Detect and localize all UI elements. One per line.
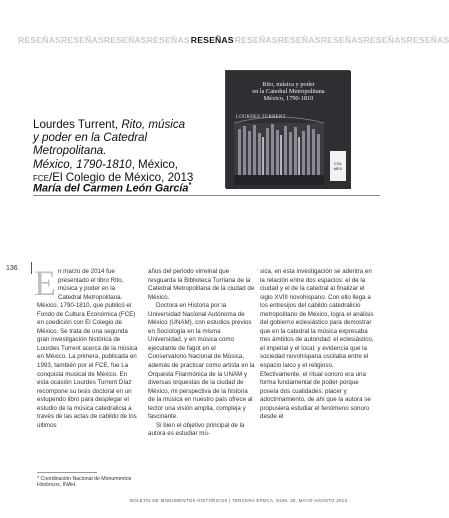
paragraph bbox=[34, 263, 140, 430]
reviewer-name bbox=[33, 182, 243, 195]
title-place: México, 1790-1810 bbox=[33, 157, 132, 171]
paragraph-text: n marzo de 2014 fue presentado el libro Rito, música y poder en la Catedral Metropolitana. México, 1790-1810, que publicó el Fondo de Cultura Económica (FCE) en coedición con El Colegio de México. Se trata de una segunda gran investigación histórica de Lourdes Turrent acerca de la música en México. La primera, publicada en 1993, también por el FCE, fue La conquista musical de México. En esta ocasión Lourdes Turrent Díaz recompone su tesis doctoral en un estupendo libro para desplegar el estudio de la música catedralicia a través de las actas de cabildo de los últimos bbox=[37, 268, 138, 429]
header-repeat-after: RESEÑASRESEÑASRESEÑASRESEÑASRESEÑAS bbox=[234, 35, 449, 45]
reviewer: María del Carmen León García bbox=[33, 182, 189, 195]
page-number: 136 bbox=[6, 265, 18, 272]
paragraph: años del periodo virreinal que resguarda la Biblioteca Turriana de la Catedral Metropolitana de la ciudad de México. bbox=[148, 268, 255, 301]
drop-cap: E bbox=[34, 263, 56, 303]
paragraph: sica, en esta investigación se adentra en la relación entre dos espacios: el de la ciudad y el de la catedral al finalizar el siglo XVIII novohispano. Con ello llega a los entresijos del cabildo catedralicio metropolitano de México, logra el análisis del gobierno eclesiástico para demostrar que en la catedral la música expresaba tres ámbitos de autoridad: el eclesiástico, el imperial y el local; y evidencia que la sociedad novohispana oscilaba entre el espacio laico y el religioso. Efectivamente, el ritual sonoro era una forma fundamental de poder porque poseía dos cualidades: placer y adoctrinamiento, de ahí que la autora se propusiera estudiar el fenómeno sonoro desde el bbox=[260, 268, 374, 421]
paragraph: Si bien el objetivo principal de la autora es estudiar mú- bbox=[148, 421, 245, 438]
header-repeat-before: RESEÑASRESEÑASRESEÑASRESEÑAS bbox=[18, 35, 190, 45]
paragraph: Doctora en Historia por la Universidad Nacional Autónoma de México (UNAM), con estudios previos en Sociología en la misma Universidad, y en música como ejecutante de fagot en el Conservatorio Nacional de Música, además de practicar como artista en la Orquesta Filarmónica de la UNAM y diversas orquestas de la ciudad de México, mi perspectiva de la historia de la música en nuestro país ofrece al lector una visión amplia, compleja y fascinante. bbox=[148, 302, 255, 421]
footnote: * Coordinación Nacional de Monumentos Históricos, INAH. bbox=[37, 476, 132, 489]
cover-title-line-3: México, 1790-1810 bbox=[263, 95, 314, 103]
section-header bbox=[18, 34, 449, 46]
cover-title-line-2: en la Catedral Metropolitana bbox=[252, 88, 325, 96]
logo-text-b: MEX bbox=[333, 166, 343, 171]
header-label: RESEÑAS bbox=[190, 35, 234, 45]
cover-author: LOURDES TURRENT bbox=[236, 115, 286, 120]
footnote-rule bbox=[37, 472, 97, 473]
title-work-b: y poder en la Catedral Metropolitana. bbox=[33, 131, 148, 158]
cover-title bbox=[226, 81, 351, 103]
text-column-1 bbox=[34, 263, 140, 430]
logo-text-a: COL bbox=[333, 161, 343, 166]
review-title bbox=[33, 118, 218, 185]
reviewer-mark: * bbox=[188, 182, 192, 189]
title-rule bbox=[33, 195, 380, 196]
text-column-2 bbox=[148, 268, 255, 439]
text-column-3 bbox=[260, 268, 375, 422]
title-publisher-b: /El Colegio de México, 2013 bbox=[49, 170, 194, 184]
title-author: Lourdes Turrent, bbox=[33, 118, 119, 131]
title-publisher-a: FCE bbox=[33, 173, 49, 183]
title-country: , México, bbox=[131, 157, 178, 171]
running-footer: BOLETÍN DE MONUMENTOS HISTÓRICOS | TERCERA ÉPOCA, NÚM. 30, MAYO-AGOSTO 2013 bbox=[130, 498, 348, 503]
publisher-logo bbox=[330, 151, 346, 181]
title-work-a: Rito, música bbox=[121, 118, 186, 131]
book-cover-image bbox=[225, 70, 350, 188]
page-number-divider bbox=[31, 262, 32, 274]
cover-title-line-1: Rito, música y poder bbox=[262, 81, 315, 88]
